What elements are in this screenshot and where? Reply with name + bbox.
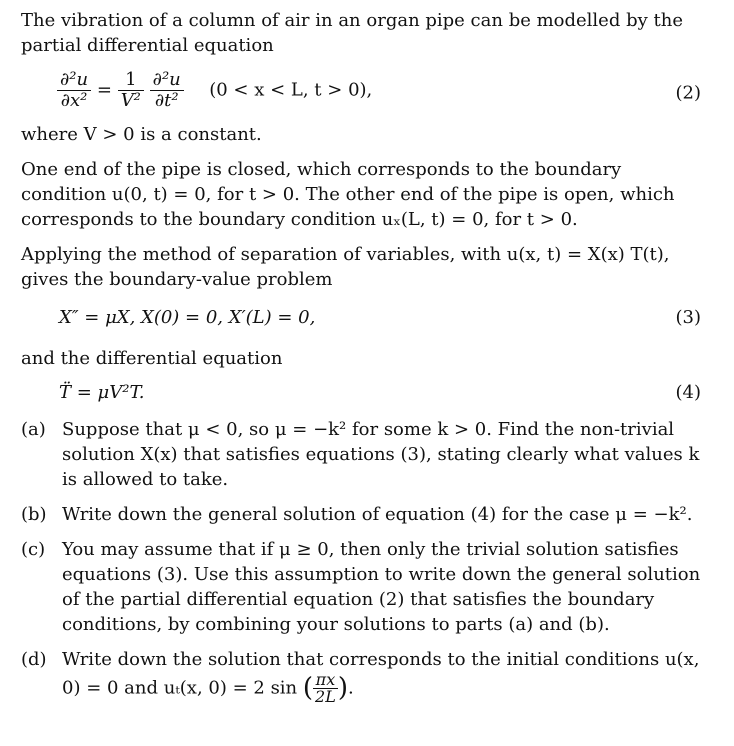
rhs-coef-numerator: 1 (118, 70, 144, 91)
equation-2-number: (2) (675, 82, 701, 104)
equation-4-number: (4) (675, 382, 701, 403)
rhs-fraction (150, 70, 184, 111)
lhs-fraction (57, 70, 91, 111)
equation-4-body: T̈ = μV²T. (59, 382, 145, 403)
and-text: and the differential equation (21, 348, 283, 369)
lhs-denominator: ∂x² (60, 90, 88, 111)
equation-2 (21, 64, 701, 122)
part-d-fraction (313, 672, 338, 705)
part-d-text: Write down the solution that corresponds to the initial conditions u(x, 0) = 0 and uₜ(x, 0) = 2 sin (62, 649, 700, 699)
rhs-coef-denominator: V² (120, 90, 141, 111)
rhs-numerator: ∂²u (150, 70, 184, 91)
part-d: (d) Write down the solution that corresponds to the initial conditions u(x, 0) = 0 and uₜ(x, 0) = 2 sin ( $\frac{\pi x}{2L}$ ). (21, 649, 700, 706)
part-c (21, 537, 701, 637)
part-a (21, 417, 701, 492)
part-b (21, 502, 701, 527)
document (21, 8, 701, 705)
part-b-label: (b) (21, 504, 47, 525)
part-d-end: . (348, 677, 354, 699)
part-b-text: Write down the general solution of equation (4) for the case μ = −k². (62, 504, 693, 525)
part-c-label: (c) (21, 539, 46, 560)
part-a-label: (a) (21, 419, 46, 440)
equation-3-number: (3) (675, 307, 701, 328)
question-parts (21, 417, 701, 705)
where-text: where V > 0 is a constant. (21, 124, 262, 145)
part-d-frac-denominator: 2L (315, 687, 336, 706)
intro-paragraph: The vibration of a column of air in an organ pipe can be modelled by the partial differential equation (21, 10, 683, 56)
equation-2-domain: (0 < x < L, t > 0), (209, 79, 373, 101)
equation-2-body (57, 70, 372, 111)
part-a-text: Suppose that μ < 0, so μ = −k² for some k > 0. Find the non-trivial solution X(x) that satisfies equations (3), stating clearly what values k is allowed to take. (62, 419, 700, 490)
separation-paragraph: Applying the method of separation of variables, with u(x, t) = X(x) T(t), gives the boundary-value problem (21, 244, 670, 290)
equation-3-body: X″ = μX, X(0) = 0, X′(L) = 0, (59, 307, 316, 328)
rhs-coefficient (118, 70, 144, 111)
equation-4 (21, 375, 701, 411)
rhs-denominator: ∂t² (154, 90, 179, 111)
equals-sign: = (96, 79, 112, 101)
boundary-paragraph: One end of the pipe is closed, which corresponds to the boundary condition u(0, t) = 0, for t > 0. The other end of the pipe is open, which corresponds to the boundary condition uₓ(L, t) = 0, for t > 0. (21, 159, 675, 230)
part-c-text: You may assume that if μ ≥ 0, then only the trivial solution satisfies equations (3). Use this assumption to write down the general solution of the partial differential equation (2) that satisfies the boundary conditions, by combining your solutions to parts (a) and (b). (62, 539, 701, 635)
lhs-numerator: ∂²u (57, 70, 91, 91)
part-d-frac-numerator: πx (313, 672, 338, 689)
equation-3 (21, 300, 701, 336)
part-d-label: (d) (21, 649, 47, 670)
